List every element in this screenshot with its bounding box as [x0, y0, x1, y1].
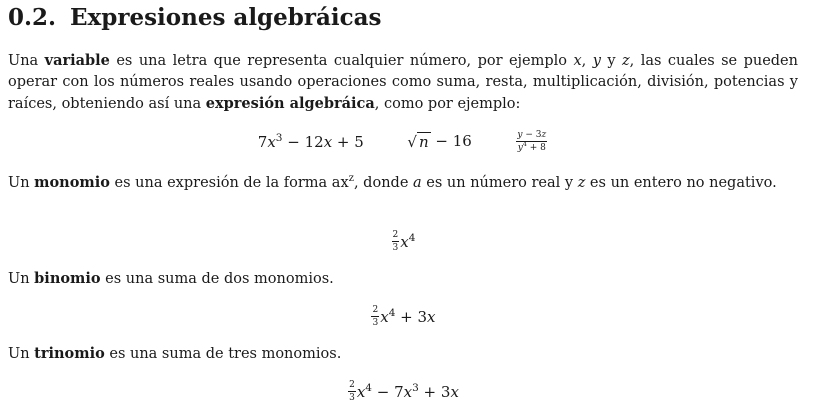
- text-run: Un: [8, 175, 35, 191]
- fraction-denominator: $y^4 + 8$: [517, 141, 546, 153]
- text-run: es una suma de dos monomios.: [100, 271, 334, 287]
- fraction-two-thirds: $\frac{2}{3}$: [372, 305, 379, 328]
- section-heading: [8, 4, 381, 31]
- paragraph-variable: [8, 50, 798, 115]
- examples-math-line: [8, 130, 798, 153]
- text-run: , donde: [353, 175, 414, 191]
- paragraph-monomio: [8, 172, 798, 194]
- text-run: es un entero no negativo.: [585, 175, 777, 191]
- binomio-example: $\frac{2}{3}$ $x^4 + 3x$: [372, 305, 436, 328]
- text-run: Una: [8, 53, 45, 69]
- math-variable: y: [592, 53, 601, 69]
- trinomio-example: $\frac{2}{3}$ $x^4 - 7x^3 + 3x$: [349, 380, 459, 403]
- text-run: , como por ejemplo:: [374, 96, 521, 112]
- text-run: , las cuales se pueden operar con los números reales usando operaciones como suma, resta, multiplicación, división, potencias y raíces, obteniendo así una: [8, 53, 798, 112]
- text-run: Un: [8, 271, 35, 287]
- paragraph-trinomio: [8, 343, 798, 365]
- math-variable: z: [577, 175, 586, 191]
- example-fraction: [516, 130, 547, 153]
- text-run: Un: [8, 346, 35, 362]
- example-square-root: √ n − 16: [407, 132, 472, 151]
- example-polynomial: $7x^3 - 12x + 5$: [257, 131, 364, 151]
- text-run: es un número real y: [421, 175, 578, 191]
- math-variable: z: [622, 53, 630, 69]
- term-variable: variable: [44, 52, 110, 69]
- text-run: es una expresión de la forma ax: [109, 175, 349, 191]
- section-title: Expresiones algebráicas: [70, 4, 382, 31]
- fraction-numerator: y − 3z: [517, 130, 547, 140]
- text-run: es una suma de tres monomios.: [104, 346, 342, 362]
- paragraph-binomio: [8, 268, 798, 290]
- term-binomio: binomio: [34, 270, 101, 287]
- monomio-example: $\frac{2}{3}$ $x^4$: [392, 230, 416, 253]
- term-expresion-algebraica: expresión algebráica: [205, 95, 375, 112]
- math-variable: a: [413, 175, 422, 191]
- fraction-two-thirds: $\frac{2}{3}$: [392, 230, 399, 253]
- term-trinomio: trinomio: [34, 345, 105, 362]
- math-variable: x: [573, 53, 582, 69]
- text-run: y: [600, 53, 623, 69]
- sqrt-symbol: √ n: [407, 133, 429, 151]
- section-number: 0.2.: [8, 4, 57, 31]
- fraction-two-thirds: $\frac{2}{3}$: [349, 380, 355, 403]
- text-run: ,: [581, 53, 593, 69]
- term-monomio: monomio: [34, 174, 110, 191]
- text-run: es una letra que representa cualquier número, por ejemplo: [109, 53, 574, 69]
- exponent: z: [348, 173, 354, 185]
